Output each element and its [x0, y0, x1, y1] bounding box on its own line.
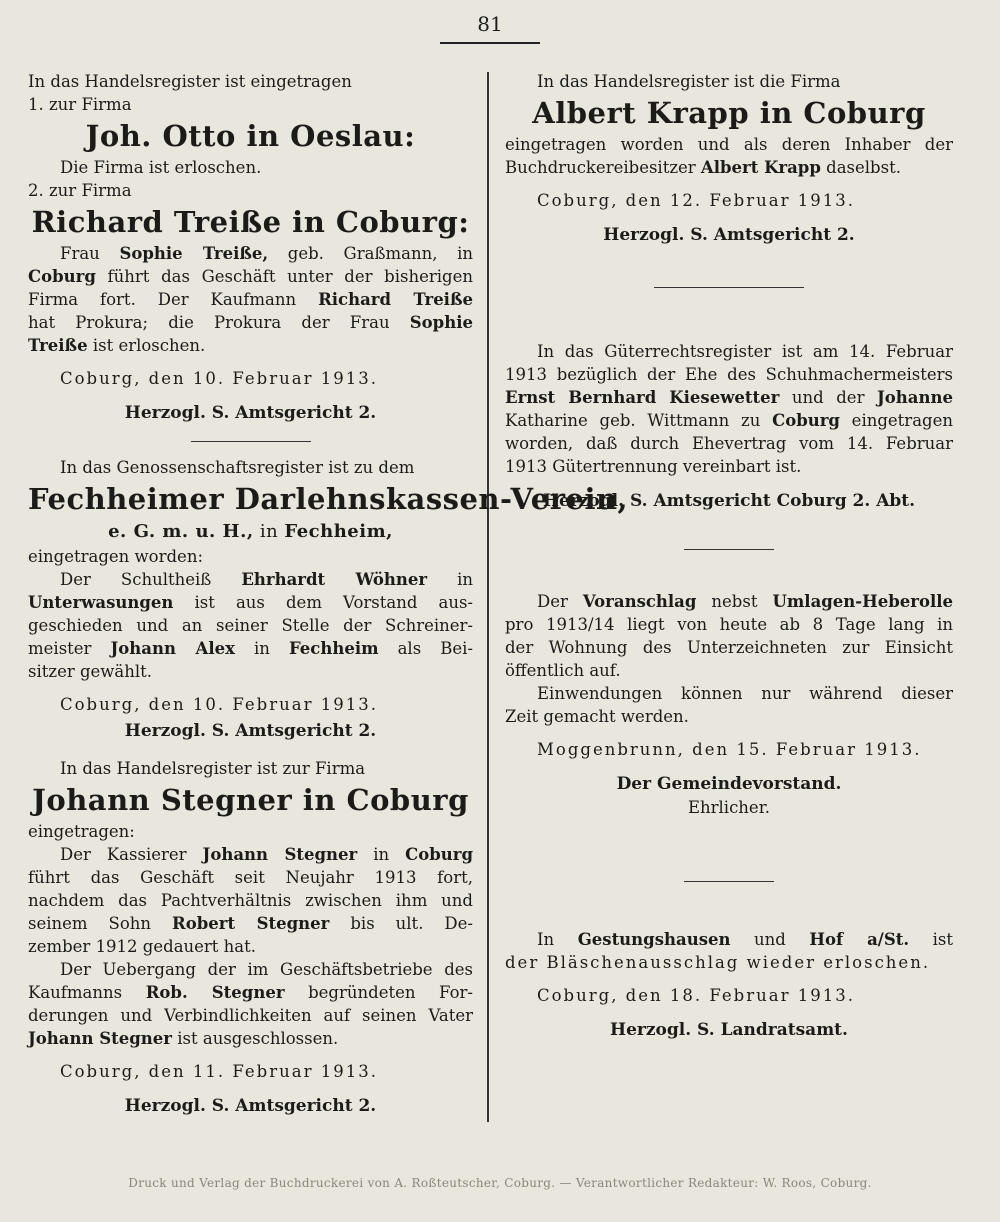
body-line [28, 311, 473, 334]
item-label: 1. zur Firma [28, 95, 132, 114]
firm-suffix [28, 519, 473, 545]
notice-date: Coburg, den 18. Februar 1913. [537, 986, 855, 1005]
notice-date: Coburg, den 10. Februar 1913. [60, 369, 378, 388]
notice-divider [654, 287, 804, 288]
body-line: nachdem das Pachtverhältnis zwischen ihm und [28, 891, 473, 910]
document-name: Voranschlag [582, 592, 697, 611]
notice-date: Moggenbrunn, den 15. Februar 1913. [537, 740, 922, 759]
firm-name: Albert Krapp in Coburg [532, 96, 926, 130]
person-name: Robert Stegner [172, 914, 330, 933]
body-line [505, 590, 953, 613]
page-number-rule [440, 42, 540, 44]
text: geb. Graßmann, in [268, 244, 474, 263]
notice-gueterrechtsregister [505, 340, 953, 513]
person-name: Ehrhardt Wöhner [241, 570, 428, 589]
notice-signature: Herzogl. S. Amtsgericht 2. [124, 403, 377, 423]
body-line [28, 242, 473, 265]
text: in [427, 570, 473, 589]
firm-name: Joh. Otto in Oeslau: [85, 119, 416, 153]
body-line [505, 409, 953, 432]
text: Der [537, 592, 583, 611]
text: ist aus dem Vorstand aus- [173, 593, 473, 612]
text: Der Schultheiß [60, 570, 242, 589]
text: daselbst. [820, 158, 901, 177]
place-name: Fechheim, [284, 521, 393, 542]
text: ist erloschen. [87, 336, 206, 355]
notice-signature: Herzogl. S. Landratsamt. [610, 1020, 848, 1040]
text: führt das Geschäft unter der bisherigen [95, 267, 473, 286]
person-name: Treiße [28, 336, 88, 355]
body-line: der Wohnung des Unterzeichneten zur Einsicht [505, 638, 953, 657]
place-name: Coburg [405, 845, 473, 864]
text: nebst [696, 592, 773, 611]
text: Der Kassierer [60, 845, 203, 864]
item-label: 2. zur Firma [28, 181, 132, 200]
firm-name: Fechheimer Darlehnskassen-Verein, [28, 482, 629, 516]
person-name: Johann Stegner [28, 1029, 172, 1048]
body-line: sitzer gewählt. [28, 662, 153, 681]
body-line [28, 981, 473, 1004]
text: In [537, 930, 578, 949]
body-line [505, 928, 953, 951]
body-line: eingetragen worden: [28, 547, 204, 566]
notice-signature: Der Gemeindevorstand. [616, 774, 842, 794]
body-line: Zeit gemacht werden. [505, 707, 689, 726]
text: meister [28, 639, 111, 658]
printer-imprint: Druck und Verlag der Buchdruckerei von A. Roßteutscher, Coburg. — Verantwortlicher Redakteur: W. Roos, Coburg. [128, 1176, 872, 1190]
legal-form: e. G. m. u. H., [108, 521, 254, 542]
notice-intro: In das Genossenschaftsregister ist zu dem [60, 458, 415, 477]
notice-intro: In das Handelsregister ist die Firma [537, 72, 841, 91]
body-line: zember 1912 gedauert hat. [28, 937, 257, 956]
body-line: eingetragen worden und als deren Inhaber der [505, 135, 953, 154]
body-line: öffentlich auf. [505, 661, 621, 680]
body-line [505, 386, 953, 409]
place-name: Hof a/St. [809, 930, 910, 949]
notice-divider [684, 549, 774, 550]
body-line [28, 591, 473, 614]
body-line [28, 265, 473, 288]
place-name: Fechheim [288, 639, 379, 658]
notice-signature: Herzogl. S. Amtsgericht 2. [124, 1096, 377, 1116]
text: seinem Sohn [28, 914, 173, 933]
text: begründeten For- [284, 983, 473, 1002]
document-name: Umlagen-Heberolle [772, 592, 953, 611]
notice-divider [191, 441, 311, 442]
place-name: Unterwasungen [28, 593, 174, 612]
text: in [357, 845, 406, 864]
person-name: Ernst Bernhard Kiesewetter [505, 388, 780, 407]
person-name: Sophie [409, 313, 473, 332]
body-line: 1913 bezüglich der Ehe des Schuhmachermeisters [505, 365, 953, 384]
text: und [730, 930, 810, 949]
text: ist [909, 930, 954, 949]
text: Katharine geb. Wittmann zu [505, 411, 773, 430]
notice-date: Coburg, den 12. Februar 1913. [537, 191, 855, 210]
firm-name: Johann Stegner in Coburg [32, 783, 469, 817]
body-line: Die Firma ist erloschen. [60, 158, 262, 177]
person-name: Richard Treiße [318, 290, 473, 309]
body-line: 1913 Gütertrennung vereinbart ist. [505, 457, 802, 476]
firm-name: Richard Treiße in Coburg: [31, 205, 470, 239]
text: als Bei- [378, 639, 473, 658]
text: hat Prokura; die Prokura der Frau [28, 313, 410, 332]
body-line [28, 912, 473, 935]
body-line: eingetragen: [28, 822, 135, 841]
notice-voranschlag-moggenbrunn [505, 590, 953, 819]
text: Frau [60, 244, 120, 263]
body-line: geschieden und an seiner Stelle der Schreiner- [28, 616, 473, 635]
signatory-name: Ehrlicher. [687, 798, 771, 817]
text: Buchdruckereibesitzer [505, 158, 701, 177]
notice-intro: In das Handelsregister ist eingetragen [28, 72, 352, 91]
notice-date: Coburg, den 11. Februar 1913. [60, 1062, 378, 1081]
body-line: pro 1913/14 liegt von heute ab 8 Tage lang in [505, 615, 953, 634]
body-line: In das Güterrechtsregister ist am 14. Februar [537, 342, 953, 361]
text: Firma fort. Der Kaufmann [28, 290, 319, 309]
place-name: Gestungshausen [577, 930, 731, 949]
body-line [505, 156, 953, 179]
notice-handelsregister-otto-treisse [28, 70, 473, 425]
column-divider [487, 72, 489, 1122]
body-line [28, 568, 473, 591]
body-line [28, 288, 473, 311]
body-line [28, 1027, 473, 1050]
notice-signature: Herzogl. S. Amtsgericht 2. [124, 721, 377, 741]
page-number: 81 [477, 12, 503, 36]
place-name: Coburg [772, 411, 840, 430]
notice-signature: Herzogl. S. Amtsgericht Coburg 2. Abt. [542, 491, 916, 511]
right-column [505, 70, 953, 1046]
notice-handelsregister-krapp [505, 70, 953, 247]
text: Kaufmanns [28, 983, 146, 1002]
person-name: Johann Stegner [202, 845, 358, 864]
place-name: Coburg [28, 267, 96, 286]
notice-intro: In das Handelsregister ist zur Firma [60, 759, 366, 778]
body-line [28, 637, 473, 660]
person-name: Rob. Stegner [145, 983, 285, 1002]
text: in [234, 639, 289, 658]
body-line: derungen und Verbindlichkeiten auf seinen Vater [28, 1006, 473, 1025]
text: und der [779, 388, 877, 407]
body-line [28, 334, 473, 357]
body-line: führt das Geschäft seit Neujahr 1913 fort, [28, 868, 473, 887]
body-line [28, 843, 473, 866]
text: eingetragen [839, 411, 953, 430]
notice-date: Coburg, den 10. Februar 1913. [60, 695, 378, 714]
notice-handelsregister-stegner [28, 757, 473, 1118]
body-line: worden, daß durch Ehevertrag vom 14. Februar [505, 434, 953, 453]
body-line: Einwendungen können nur während dieser [537, 684, 953, 703]
notice-landratsamt-blaeschenausschlag [505, 928, 953, 1042]
text: ist ausgeschlossen. [172, 1029, 339, 1048]
body-line: Der Uebergang der im Geschäftsbetriebe des [60, 960, 473, 979]
body-line: der Bläschenausschlag wieder erloschen. [505, 953, 931, 972]
person-name: Johann Alex [110, 639, 235, 658]
notice-signature: Herzogl. S. Amtsgericht 2. [603, 225, 855, 245]
person-name: Albert Krapp [700, 158, 821, 177]
text: bis ult. De- [329, 914, 473, 933]
text: in [253, 521, 285, 542]
person-name: Sophie Treiße, [119, 244, 269, 263]
person-name: Johanne [877, 388, 953, 407]
notice-divider [684, 881, 774, 882]
